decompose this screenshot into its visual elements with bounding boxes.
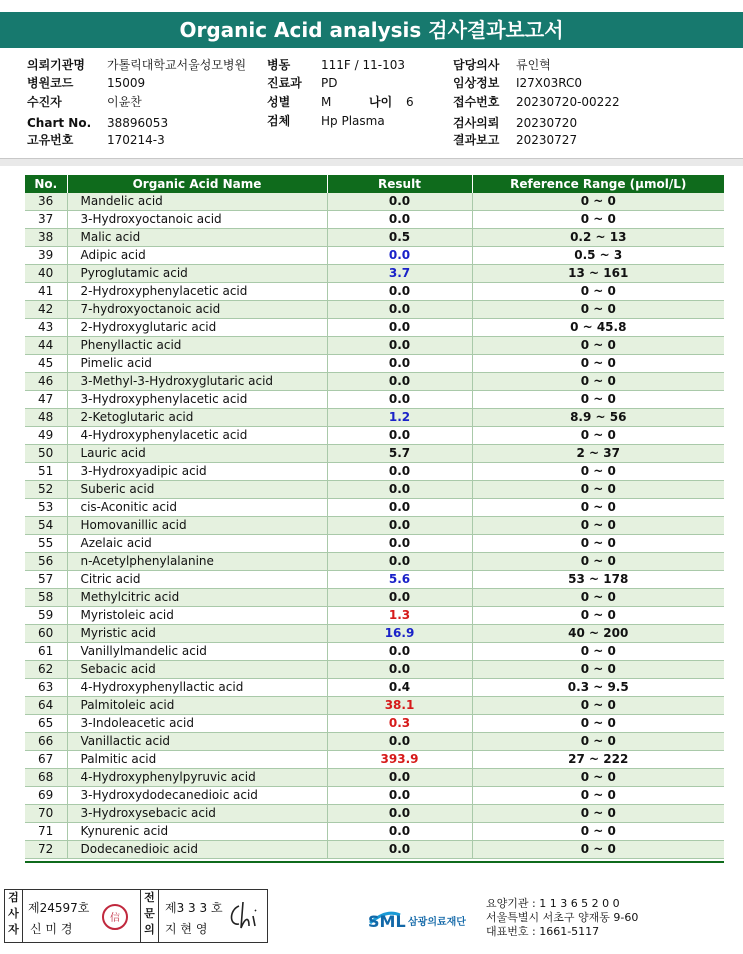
table-row	[25, 481, 724, 499]
row-number: 59	[25, 607, 67, 625]
reference-range: 8.9 ~ 56	[472, 409, 724, 427]
table-row	[25, 265, 724, 283]
reference-range: 0 ~ 0	[472, 841, 724, 859]
info-label: 병동	[267, 58, 291, 72]
table-row	[25, 211, 724, 229]
reference-range: 0 ~ 0	[472, 337, 724, 355]
info-value: 6	[406, 95, 414, 109]
tester-label: 검 사 자	[5, 890, 23, 942]
result-value: 0.0	[327, 643, 472, 661]
reference-range: 0 ~ 0	[472, 535, 724, 553]
row-number: 63	[25, 679, 67, 697]
info-label: Chart No.	[27, 116, 92, 130]
table-row	[25, 733, 724, 751]
result-value: 0.0	[327, 787, 472, 805]
table-row	[25, 337, 724, 355]
acid-name: 3-Methyl-3-Hydroxyglutaric acid	[67, 373, 327, 391]
info-label: 검사의뢰	[453, 116, 500, 130]
acid-name: Myristic acid	[67, 625, 327, 643]
table-row	[25, 445, 724, 463]
row-number: 41	[25, 283, 67, 301]
row-number: 66	[25, 733, 67, 751]
lab-line: 대표번호 : 1661-5117	[486, 925, 600, 938]
acid-name: 3-Hydroxydodecanedioic acid	[67, 787, 327, 805]
acid-name: cis-Aconitic acid	[67, 499, 327, 517]
result-value: 0.0	[327, 499, 472, 517]
result-value: 5.6	[327, 571, 472, 589]
result-value: 0.0	[327, 805, 472, 823]
reference-range: 0 ~ 0	[472, 517, 724, 535]
table-row	[25, 283, 724, 301]
acid-name: Malic acid	[67, 229, 327, 247]
signature-box	[4, 889, 268, 943]
acid-name: Palmitic acid	[67, 751, 327, 769]
header-no: No.	[25, 175, 67, 193]
row-number: 37	[25, 211, 67, 229]
info-value: 20230720	[516, 116, 578, 130]
info-label: 접수번호	[453, 95, 500, 109]
row-number: 56	[25, 553, 67, 571]
row-number: 45	[25, 355, 67, 373]
doctor-signature	[225, 898, 265, 934]
info-value: M	[321, 95, 332, 109]
acid-name: 2-Ketoglutaric acid	[67, 409, 327, 427]
info-label: 나이	[369, 95, 393, 109]
row-number: 64	[25, 697, 67, 715]
info-value: 38896053	[107, 116, 169, 130]
result-value: 0.0	[327, 373, 472, 391]
row-number: 61	[25, 643, 67, 661]
result-value: 0.0	[327, 391, 472, 409]
info-label: 성별	[267, 95, 291, 109]
result-value: 0.0	[327, 283, 472, 301]
reference-range: 53 ~ 178	[472, 571, 724, 589]
acid-name: 2-Hydroxyglutaric acid	[67, 319, 327, 337]
result-value: 5.7	[327, 445, 472, 463]
row-number: 71	[25, 823, 67, 841]
reference-range: 0 ~ 0	[472, 355, 724, 373]
info-value: 170214-3	[107, 133, 165, 147]
reference-range: 0.2 ~ 13	[472, 229, 724, 247]
row-number: 48	[25, 409, 67, 427]
result-value: 393.9	[327, 751, 472, 769]
row-number: 58	[25, 589, 67, 607]
result-value: 0.3	[327, 715, 472, 733]
acid-name: Pimelic acid	[67, 355, 327, 373]
acid-name: 2-Hydroxyphenylacetic acid	[67, 283, 327, 301]
reference-range: 0.5 ~ 3	[472, 247, 724, 265]
table-row	[25, 787, 724, 805]
reference-range: 27 ~ 222	[472, 751, 724, 769]
table-row	[25, 553, 724, 571]
lab-line: 서울특별시 서초구 양재동 9-60	[486, 911, 639, 924]
row-number: 50	[25, 445, 67, 463]
acid-name: Lauric acid	[67, 445, 327, 463]
table-row	[25, 193, 724, 211]
acid-name: 4-Hydroxyphenyllactic acid	[67, 679, 327, 697]
info-label: 담당의사	[453, 58, 500, 72]
info-label: 고유번호	[27, 133, 74, 147]
reference-range: 0 ~ 0	[472, 301, 724, 319]
acid-name: Homovanillic acid	[67, 517, 327, 535]
reference-range: 0 ~ 0	[472, 733, 724, 751]
svg-text:삼광의료재단: 삼광의료재단	[408, 917, 466, 928]
result-value: 0.0	[327, 337, 472, 355]
info-value: 15009	[107, 76, 146, 90]
info-label: 진료과	[267, 76, 302, 90]
reference-range: 0 ~ 0	[472, 661, 724, 679]
acid-name: Mandelic acid	[67, 193, 327, 211]
reference-range: 0 ~ 0	[472, 643, 724, 661]
row-number: 42	[25, 301, 67, 319]
info-value: Hp Plasma	[321, 114, 385, 128]
acid-name: Vanillactic acid	[67, 733, 327, 751]
acid-name: Phenyllactic acid	[67, 337, 327, 355]
tester-license: 제24597호	[28, 901, 90, 915]
reference-range: 0 ~ 0	[472, 607, 724, 625]
info-label: 검체	[267, 114, 291, 128]
result-value: 0.0	[327, 355, 472, 373]
acid-name: Myristoleic acid	[67, 607, 327, 625]
report-title: Organic Acid analysis 검사결과보고서	[0, 12, 743, 48]
table-row	[25, 247, 724, 265]
reference-range: 0 ~ 0	[472, 823, 724, 841]
row-number: 65	[25, 715, 67, 733]
result-value: 16.9	[327, 625, 472, 643]
acid-name: 4-Hydroxyphenylacetic acid	[67, 427, 327, 445]
row-number: 62	[25, 661, 67, 679]
result-value: 0.0	[327, 769, 472, 787]
tester-name: 신 미 경	[30, 922, 73, 936]
result-value: 38.1	[327, 697, 472, 715]
acid-name: Palmitoleic acid	[67, 697, 327, 715]
info-label: 병원코드	[27, 76, 74, 90]
table-row	[25, 697, 724, 715]
reference-range: 0 ~ 0	[472, 391, 724, 409]
result-value: 0.0	[327, 661, 472, 679]
acid-name: Suberic acid	[67, 481, 327, 499]
row-number: 52	[25, 481, 67, 499]
table-row	[25, 427, 724, 445]
reference-range: 0 ~ 0	[472, 553, 724, 571]
table-row	[25, 355, 724, 373]
acid-name: 3-Indoleacetic acid	[67, 715, 327, 733]
result-value: 0.0	[327, 553, 472, 571]
row-number: 36	[25, 193, 67, 211]
header-name: Organic Acid Name	[67, 175, 327, 193]
reference-range: 2 ~ 37	[472, 445, 724, 463]
row-number: 70	[25, 805, 67, 823]
result-value: 0.5	[327, 229, 472, 247]
row-number: 55	[25, 535, 67, 553]
acid-name: 7-hydroxyoctanoic acid	[67, 301, 327, 319]
row-number: 47	[25, 391, 67, 409]
result-value: 3.7	[327, 265, 472, 283]
table-row	[25, 373, 724, 391]
row-number: 43	[25, 319, 67, 337]
table-row	[25, 769, 724, 787]
reference-range: 0 ~ 0	[472, 769, 724, 787]
acid-name: 3-Hydroxyphenylacetic acid	[67, 391, 327, 409]
reference-range: 0 ~ 45.8	[472, 319, 724, 337]
reference-range: 0 ~ 0	[472, 499, 724, 517]
info-label: 의뢰기관명	[27, 58, 85, 72]
table-row	[25, 391, 724, 409]
table-row	[25, 535, 724, 553]
reference-range: 0 ~ 0	[472, 589, 724, 607]
acid-name: Kynurenic acid	[67, 823, 327, 841]
table-row	[25, 229, 724, 247]
table-row	[25, 715, 724, 733]
table-row	[25, 319, 724, 337]
header-range: Reference Range (µmol/L)	[472, 175, 724, 193]
info-value: 이윤찬	[107, 95, 142, 109]
acid-name: Methylcitric acid	[67, 589, 327, 607]
table-row	[25, 841, 724, 859]
info-label: 수진자	[27, 95, 62, 109]
result-value: 0.0	[327, 841, 472, 859]
row-number: 44	[25, 337, 67, 355]
row-number: 69	[25, 787, 67, 805]
reference-range: 0 ~ 0	[472, 787, 724, 805]
row-number: 68	[25, 769, 67, 787]
row-number: 57	[25, 571, 67, 589]
table-row	[25, 679, 724, 697]
row-number: 46	[25, 373, 67, 391]
row-number: 67	[25, 751, 67, 769]
info-label: 임상정보	[453, 76, 500, 90]
result-value: 0.0	[327, 823, 472, 841]
table-header-row	[25, 175, 724, 193]
table-row	[25, 499, 724, 517]
reference-range: 0 ~ 0	[472, 463, 724, 481]
result-value: 0.0	[327, 535, 472, 553]
acid-name: n-Acetylphenylalanine	[67, 553, 327, 571]
table-row	[25, 571, 724, 589]
table-row	[25, 625, 724, 643]
row-number: 53	[25, 499, 67, 517]
acid-name: 3-Hydroxysebacic acid	[67, 805, 327, 823]
table-row	[25, 643, 724, 661]
row-number: 38	[25, 229, 67, 247]
result-value: 1.2	[327, 409, 472, 427]
info-value: 20230720-00222	[516, 95, 620, 109]
row-number: 40	[25, 265, 67, 283]
info-value: 20230727	[516, 133, 578, 147]
row-number: 72	[25, 841, 67, 859]
results-table	[25, 175, 724, 859]
result-value: 0.0	[327, 301, 472, 319]
row-number: 39	[25, 247, 67, 265]
acid-name: Dodecanedioic acid	[67, 841, 327, 859]
acid-name: Citric acid	[67, 571, 327, 589]
reference-range: 0 ~ 0	[472, 193, 724, 211]
acid-name: Azelaic acid	[67, 535, 327, 553]
reference-range: 0 ~ 0	[472, 427, 724, 445]
reference-range: 0 ~ 0	[472, 283, 724, 301]
acid-name: 3-Hydroxyadipic acid	[67, 463, 327, 481]
table-row	[25, 823, 724, 841]
lab-logo	[366, 897, 476, 937]
table-row	[25, 607, 724, 625]
result-value: 0.0	[327, 247, 472, 265]
info-value: PD	[321, 76, 338, 90]
table-row	[25, 517, 724, 535]
table-row	[25, 661, 724, 679]
info-value: 111F / 11-103	[321, 58, 405, 72]
acid-name: Pyroglutamic acid	[67, 265, 327, 283]
reference-range: 13 ~ 161	[472, 265, 724, 283]
doctor-label: 전 문 의	[140, 890, 159, 942]
table-body	[25, 193, 724, 859]
result-value: 0.0	[327, 463, 472, 481]
seal-stamp	[102, 904, 128, 930]
table-bottom-rule	[25, 861, 724, 863]
reference-range: 0 ~ 0	[472, 805, 724, 823]
result-value: 0.0	[327, 481, 472, 499]
acid-name: 3-Hydroxyoctanoic acid	[67, 211, 327, 229]
table-row	[25, 589, 724, 607]
reference-range: 0 ~ 0	[472, 715, 724, 733]
table-row	[25, 751, 724, 769]
result-value: 1.3	[327, 607, 472, 625]
reference-range: 40 ~ 200	[472, 625, 724, 643]
acid-name: 4-Hydroxyphenylpyruvic acid	[67, 769, 327, 787]
reference-range: 0 ~ 0	[472, 481, 724, 499]
doctor-name: 지 현 영	[165, 922, 208, 936]
acid-name: Sebacic acid	[67, 661, 327, 679]
row-number: 54	[25, 517, 67, 535]
acid-name: Vanillylmandelic acid	[67, 643, 327, 661]
lab-info	[486, 897, 638, 939]
result-value: 0.4	[327, 679, 472, 697]
reference-range: 0 ~ 0	[472, 697, 724, 715]
row-number: 51	[25, 463, 67, 481]
table-row	[25, 409, 724, 427]
svg-text:信: 信	[110, 913, 120, 924]
doctor-license: 제3 3 3 호	[165, 901, 223, 915]
section-divider	[0, 158, 743, 166]
svg-text:SML: SML	[368, 912, 406, 931]
result-value: 0.0	[327, 733, 472, 751]
table-row	[25, 805, 724, 823]
header-result: Result	[327, 175, 472, 193]
reference-range: 0 ~ 0	[472, 373, 724, 391]
result-value: 0.0	[327, 517, 472, 535]
info-value: 가톨릭대학교서울성모병원	[107, 58, 247, 72]
acid-name: Adipic acid	[67, 247, 327, 265]
info-label: 결과보고	[453, 133, 500, 147]
info-value: 류인혁	[516, 58, 551, 72]
info-value: I27X03RC0	[516, 76, 583, 90]
result-value: 0.0	[327, 193, 472, 211]
result-value: 0.0	[327, 427, 472, 445]
result-value: 0.0	[327, 211, 472, 229]
reference-range: 0.3 ~ 9.5	[472, 679, 724, 697]
lab-line: 요양기관 : 1 1 3 6 5 2 0 0	[486, 897, 620, 910]
row-number: 60	[25, 625, 67, 643]
result-value: 0.0	[327, 589, 472, 607]
table-row	[25, 301, 724, 319]
patient-info	[0, 55, 743, 150]
table-row	[25, 463, 724, 481]
row-number: 49	[25, 427, 67, 445]
result-value: 0.0	[327, 319, 472, 337]
reference-range: 0 ~ 0	[472, 211, 724, 229]
